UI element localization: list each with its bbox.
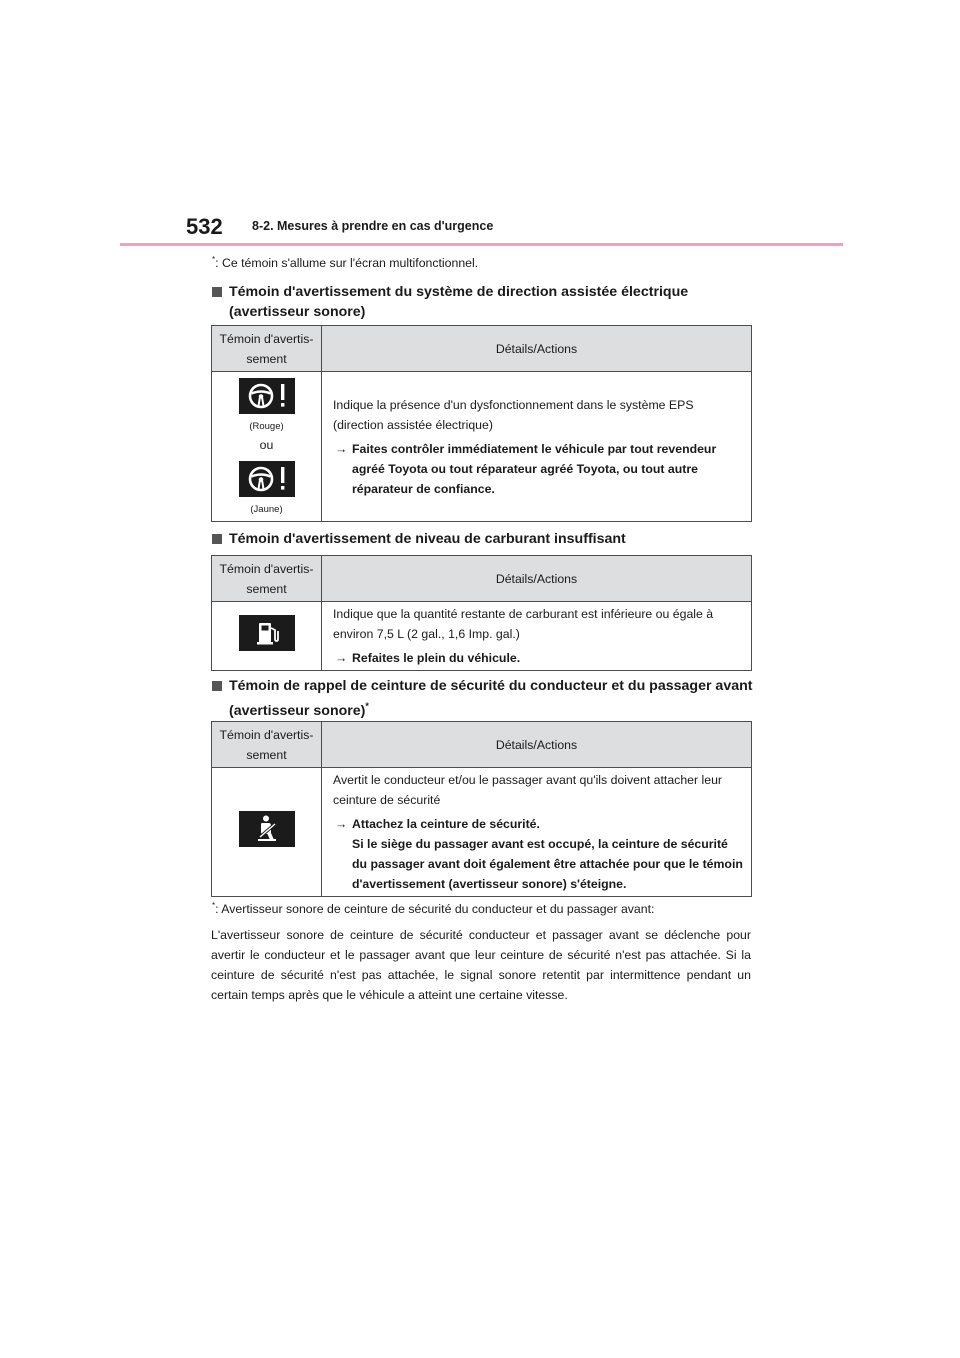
col-header-light: Témoin d'avertis-sement: [212, 556, 322, 602]
header-rule: [120, 243, 843, 246]
arrow-right-icon: →: [335, 651, 348, 665]
steering-wheel-exclamation-icon: [239, 461, 295, 497]
col-header-light: Témoin d'avertis-sement: [212, 326, 322, 372]
fuel-action-text: Refaites le plein du véhicule.: [352, 651, 521, 665]
seatbelt-icon-cell: [212, 768, 322, 897]
icon-label-yellow: (Jaune): [250, 503, 283, 515]
footnote-mark: *: [212, 901, 216, 910]
table-header-row: [212, 722, 752, 768]
col-header-details: Détails/Actions: [322, 722, 752, 768]
eps-action-text: Faites contrôler immédiatement le véhicule par tout revendeur agréé Toyota ou tout réparateur agréé Toyota, ou tout autre réparateur de confiance.: [352, 441, 717, 496]
fuel-pump-icon: [239, 615, 295, 651]
table-header-row: [212, 326, 752, 372]
icon-label-red: (Rouge): [249, 420, 284, 432]
seatbelt-icon: [239, 811, 295, 847]
seatbelt-action: [333, 814, 743, 894]
fuel-description: Indique que la quantité restante de carburant est inférieure ou égale à environ 7,5 L (2 gal., 1,6 Imp. gal.): [333, 607, 714, 641]
table-row: [212, 768, 752, 897]
fuel-details-cell: [322, 602, 752, 671]
arrow-right-icon: →: [335, 817, 348, 831]
page-number: 532: [186, 214, 223, 239]
col-header-light: Témoin d'avertis-sement: [212, 722, 322, 768]
seatbelt-heading-text: Témoin de rappel de ceinture de sécurité du conducteur et du passager avant (avertisseur sonore): [229, 678, 753, 719]
square-bullet-icon: [212, 534, 222, 544]
table-row: [212, 372, 752, 522]
table-row: [212, 602, 752, 671]
fuel-action: [333, 648, 743, 668]
heading-footnote-mark: *: [365, 701, 369, 711]
eps-description: Indique la présence d'un dysfonctionnement dans le système EPS (direction assistée électrique): [333, 397, 694, 432]
eps-heading-text: Témoin d'avertissement du système de direction assistée électrique (avertisseur sonore): [229, 284, 689, 320]
section-header: 8-2. Mesures à prendre en cas d'urgence: [252, 219, 494, 233]
bottom-footnote: [212, 901, 654, 916]
square-bullet-icon: [212, 681, 222, 691]
body-paragraph: L'avertisseur sonore de ceinture de sécurité conducteur et passager avant se déclenche pour avertir le conducteur et le passager avant que leur ceinture de sécurité n'est pas attachée. Si la ceinture de sécurité n'est pas attachée, le signal sonore retentit par intermittence pendant un certain temps après que le véhicule a atteint une certaine vitesse.: [211, 928, 751, 1002]
footnote-text: : Ce témoin s'allume sur l'écran multifonctionnel.: [215, 256, 479, 270]
seatbelt-action-detail: Si le siège du passager avant est occupé, la ceinture de sécurité du passager avant doit également être attachée pour que le témoin d'avertissement (avertisseur sonore) s'éteigne.: [352, 837, 743, 891]
seatbelt-action-text: Attachez la ceinture de sécurité.: [352, 817, 540, 831]
eps-icon-cell: [212, 372, 322, 522]
seatbelt-details-cell: [322, 768, 752, 897]
seatbelt-heading: [212, 676, 769, 721]
or-label: ou: [259, 437, 274, 452]
fuel-heading: [212, 529, 769, 549]
table-header-row: [212, 556, 752, 602]
col-header-details: Détails/Actions: [322, 556, 752, 602]
fuel-table: [211, 555, 752, 671]
square-bullet-icon: [212, 287, 222, 297]
steering-wheel-exclamation-icon: [239, 378, 295, 414]
arrow-right-icon: →: [335, 441, 348, 456]
eps-heading: [212, 282, 769, 322]
eps-details-cell: [322, 372, 752, 522]
seatbelt-description: Avertit le conducteur et/ou le passager avant qu'ils doivent attacher leur ceinture de sécurité: [333, 773, 723, 807]
fuel-heading-text: Témoin d'avertissement de niveau de carburant insuffisant: [229, 531, 626, 547]
footnote-mark: *: [212, 255, 216, 264]
col-header-details: Détails/Actions: [322, 326, 752, 372]
eps-action: [333, 439, 743, 499]
seatbelt-table: [211, 721, 752, 897]
top-footnote: [212, 255, 478, 270]
eps-table: [211, 325, 752, 522]
footnote-text: : Avertisseur sonore de ceinture de sécurité du conducteur et du passager avant:: [215, 902, 655, 916]
fuel-icon-cell: [212, 602, 322, 671]
